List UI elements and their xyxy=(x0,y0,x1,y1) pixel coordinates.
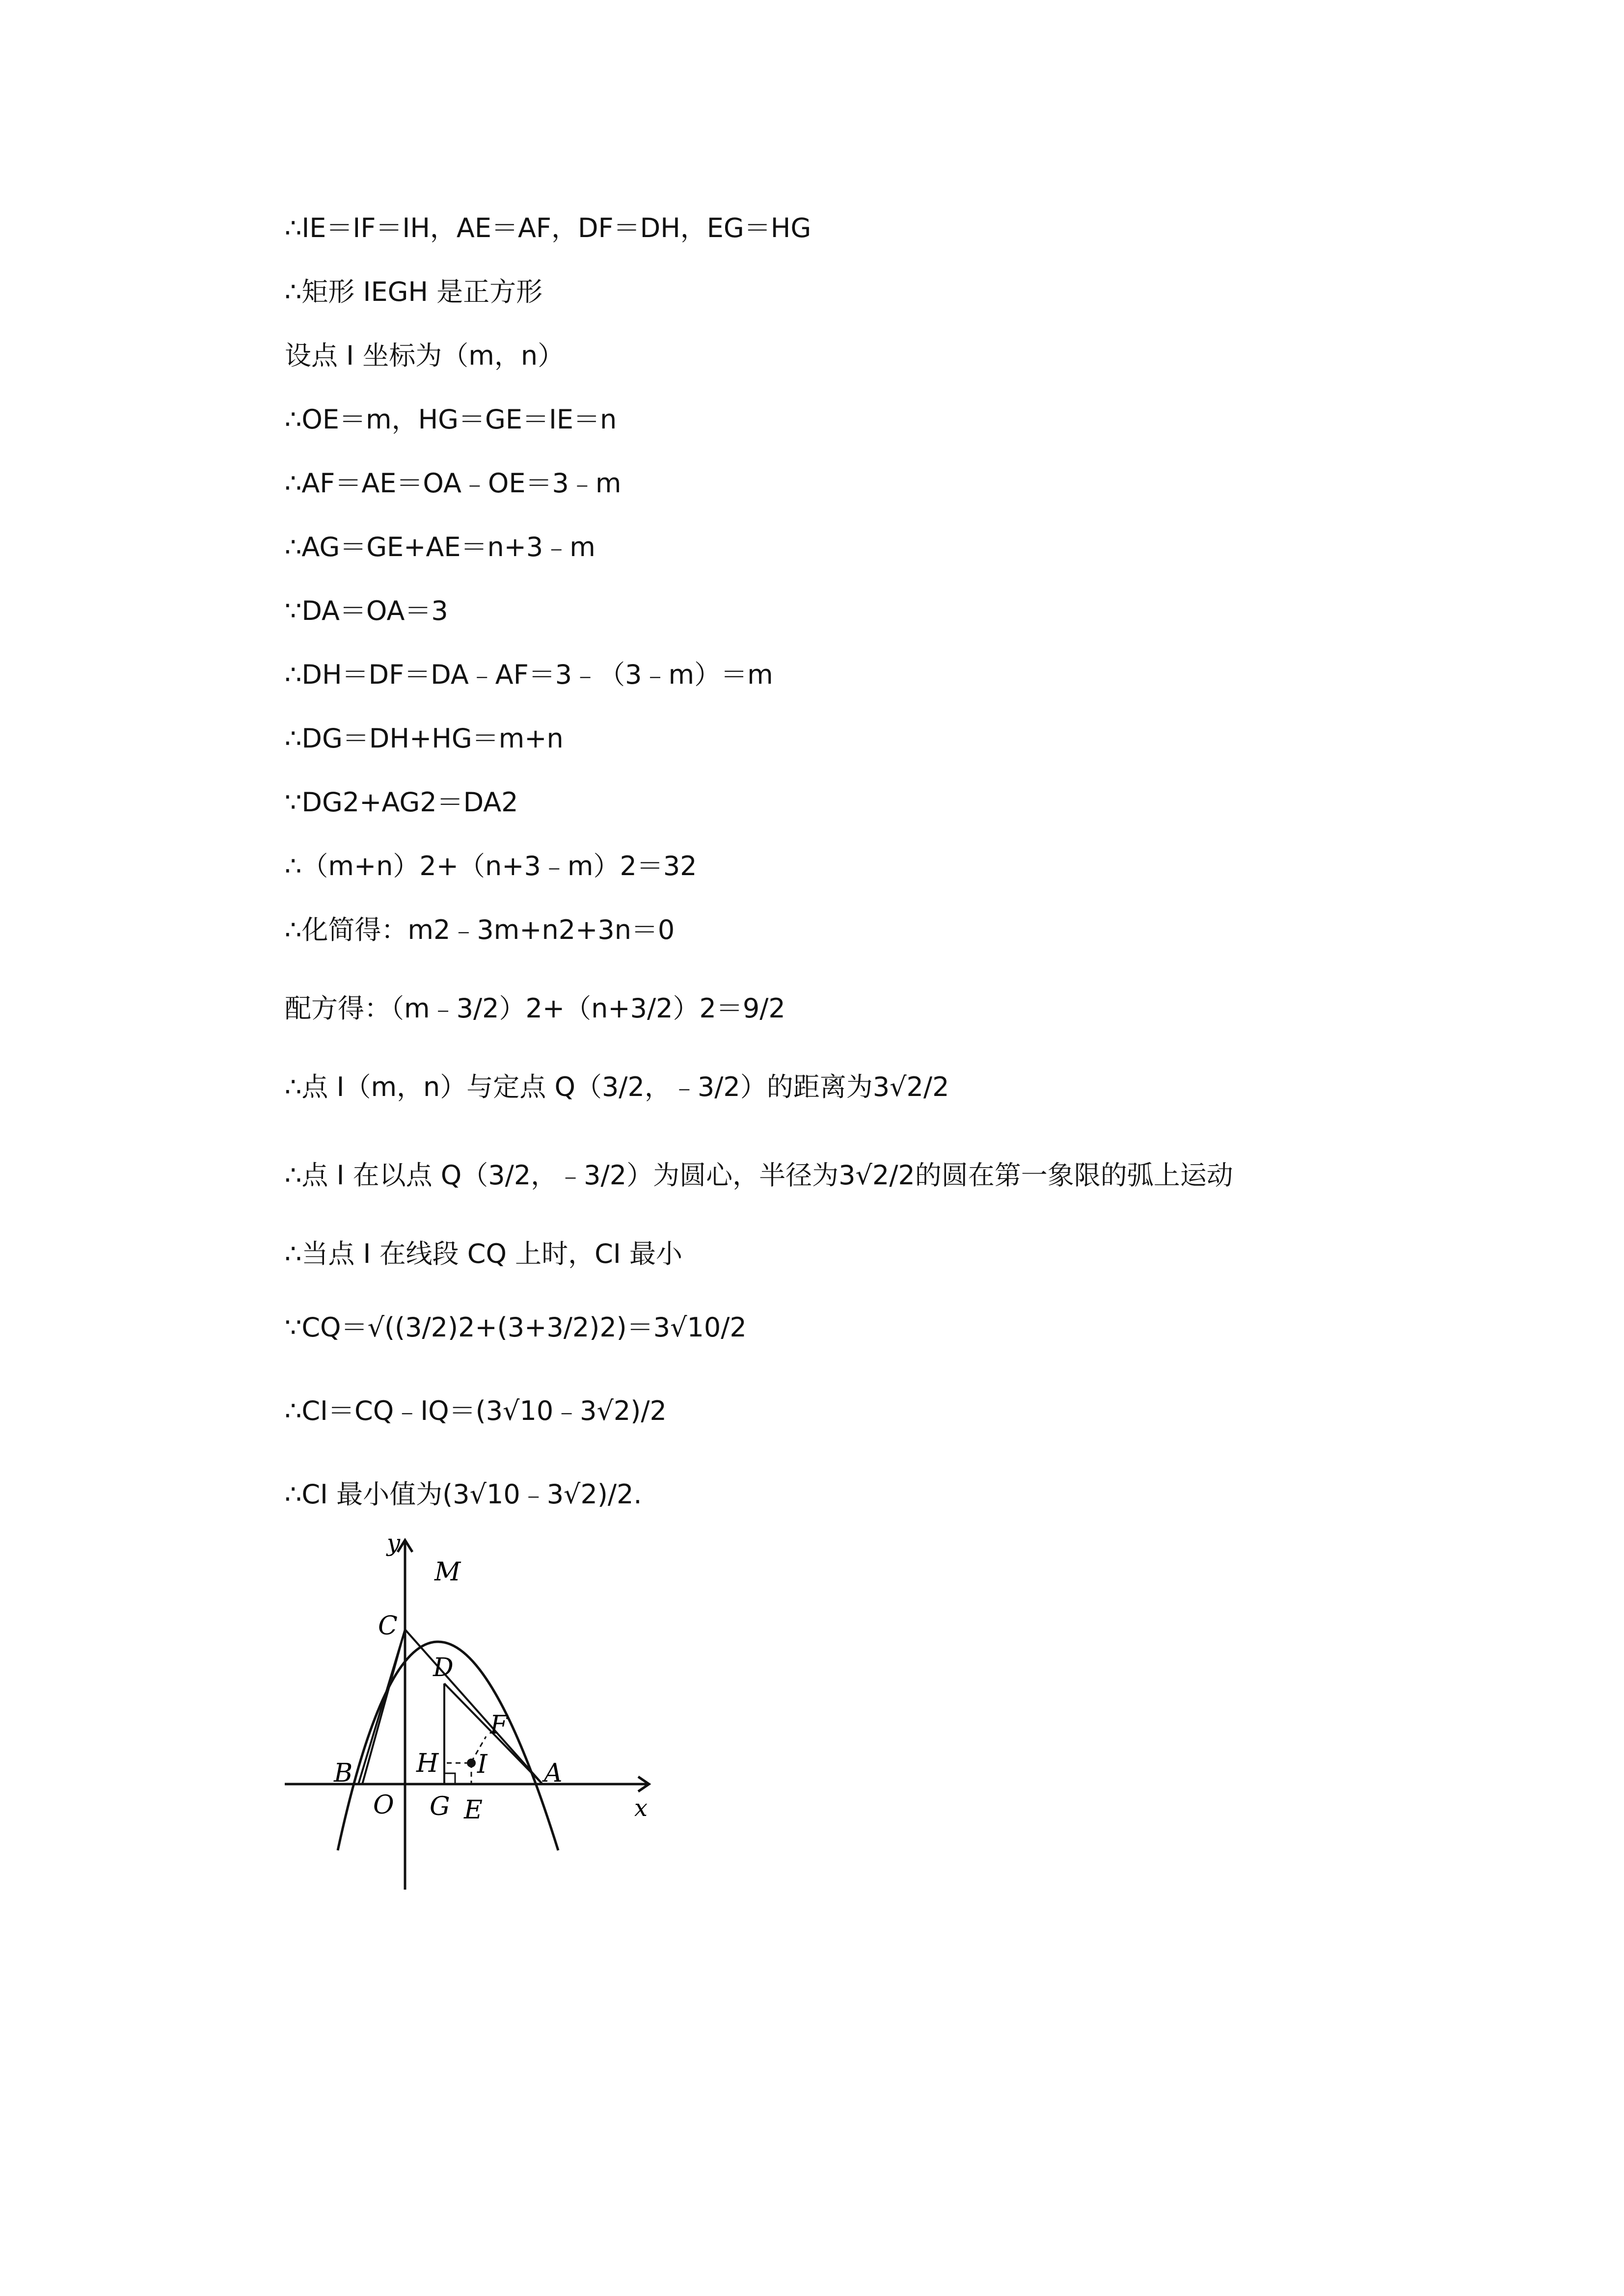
proof-line-8 xyxy=(285,643,773,707)
label-d: D xyxy=(433,1653,454,1682)
proof-line-11 xyxy=(285,834,697,898)
proof-line-13 xyxy=(285,977,785,1041)
label-c: C xyxy=(378,1611,398,1641)
line-text: ∴IE＝IF＝IH，AE＝AF，DF＝DH，EG＝HG xyxy=(285,213,812,243)
line-text: ∴点 I 在以点 Q（3/2，﹣3/2）为圆心，半径为3√2/2的圆在第一象限的弧上运动 xyxy=(285,1160,1233,1191)
proof-line-5 xyxy=(285,452,622,515)
geometry-figure xyxy=(275,1531,658,1895)
line-text: ∴化简得：m2﹣3m+n2+3n＝0 xyxy=(285,914,675,945)
line-text: ∴AG＝GE+AE＝n+3﹣m xyxy=(285,532,595,562)
proof-line-12 xyxy=(285,898,675,962)
line-text: ∴当点 I 在线段 CQ 上时，CI 最小 xyxy=(285,1238,682,1269)
proof-line-14 xyxy=(285,1055,949,1119)
label-y: y xyxy=(387,1531,401,1557)
proof-line-4 xyxy=(285,388,617,452)
proof-line-1 xyxy=(285,196,811,260)
line-text: 配方得：（m﹣3/2）2+（n+3/2）2＝9/2 xyxy=(285,993,785,1024)
line-text: ∴DH＝DF＝DA﹣AF＝3﹣（3﹣m）＝m xyxy=(285,659,773,690)
line-text: ∵DA＝OA＝3 xyxy=(285,595,448,626)
line-text: ∴点 I（m，n）与定点 Q（3/2，﹣3/2）的距离为3√2/2 xyxy=(285,1071,949,1102)
proof-line-17 xyxy=(285,1296,747,1360)
line-text: ∴矩形 IEGH 是正方形 xyxy=(285,276,543,307)
proof-line-15 xyxy=(285,1144,1233,1207)
line-text: ∴（m+n）2+（n+3﹣m）2＝32 xyxy=(285,851,697,881)
line-text: ∴CI＝CQ﹣IQ＝(3√10﹣3√2)/2 xyxy=(285,1395,667,1426)
proof-line-3 xyxy=(285,324,564,388)
label-e: E xyxy=(464,1795,483,1825)
line-text: ∴OE＝m，HG＝GE＝IE＝n xyxy=(285,404,617,435)
label-m: M xyxy=(434,1557,461,1587)
proof-line-7 xyxy=(285,579,448,643)
point-i xyxy=(467,1759,476,1767)
right-angle-mark xyxy=(444,1773,455,1784)
label-h: H xyxy=(416,1749,439,1778)
label-o: O xyxy=(373,1790,394,1820)
proof-line-2 xyxy=(285,260,542,324)
line-text: ∴DG＝DH+HG＝m+n xyxy=(285,723,564,754)
line-text: ∵DG2+AG2＝DA2 xyxy=(285,787,518,818)
label-a: A xyxy=(544,1759,563,1788)
label-b: B xyxy=(334,1759,353,1788)
proof-line-16 xyxy=(285,1222,682,1286)
line-text: 设点 I 坐标为（m，n） xyxy=(285,340,565,371)
proof-line-9 xyxy=(285,707,564,771)
proof-line-6 xyxy=(285,515,595,579)
line-text: ∴CI 最小值为(3√10﹣3√2)/2. xyxy=(285,1479,642,1510)
proof-line-19 xyxy=(285,1463,642,1526)
line-text: ∴AF＝AE＝OA﹣OE＝3﹣m xyxy=(285,468,622,499)
proof-line-10 xyxy=(285,771,518,834)
line-text: ∵CQ＝√((3/2)2+(3+3/2)2)＝3√10/2 xyxy=(285,1312,747,1343)
label-x: x xyxy=(634,1794,648,1822)
label-g: G xyxy=(430,1792,450,1821)
label-f: F xyxy=(490,1710,508,1740)
proof-line-18 xyxy=(285,1379,667,1443)
label-i: I xyxy=(477,1750,487,1779)
segment-cb-2 xyxy=(362,1629,405,1784)
